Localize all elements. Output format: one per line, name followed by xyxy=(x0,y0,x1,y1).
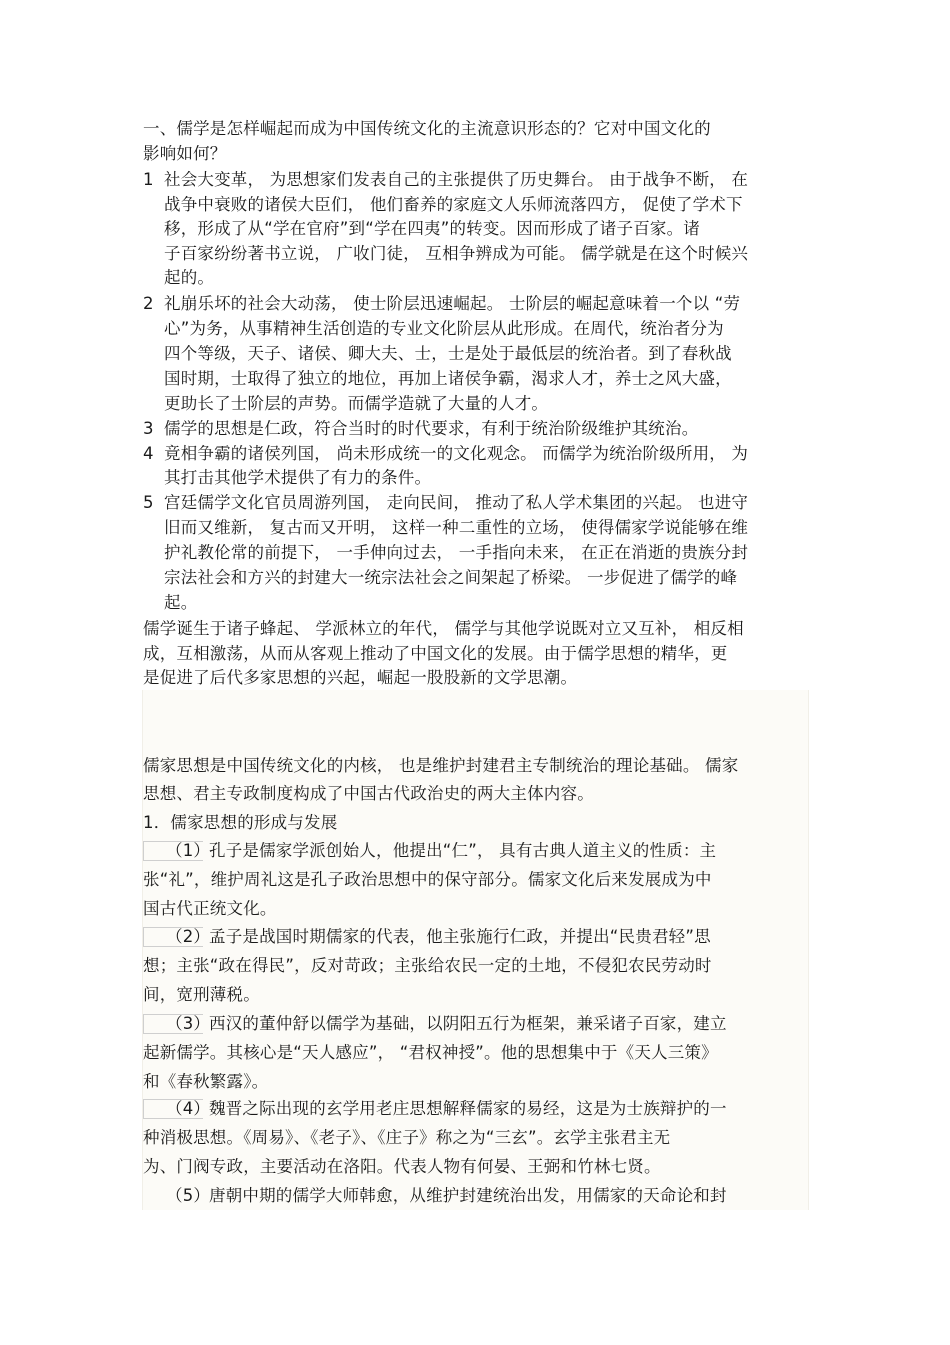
item-2-line: 更助长了士阶层的声势。而儒学造就了大量的人才。 xyxy=(164,394,549,413)
item-5-line: 旧而又维新， 复古而又开明， 这样一种二重性的立场， 使得儒家学说能够在维 xyxy=(164,518,749,537)
item-4-line: 其打击其他学术提供了有力的条件。 xyxy=(164,468,432,487)
item-number: 5 xyxy=(143,493,154,512)
item-1-line: 移，形成了从“学在官府”到“学在四夷”的转变。因而形成了诸子百家。诸 xyxy=(164,219,700,238)
para-label: （4） xyxy=(166,1099,211,1118)
summary-line: 成，互相激荡，从而从客观上推动了中国文化的发展。由于儒学思想的精华，更 xyxy=(143,644,728,663)
item-2-line: 礼崩乐坏的社会大动荡， 使士阶层迅速崛起。 士阶层的崛起意味着一个以 “劳 xyxy=(164,294,741,313)
para-label: （1） xyxy=(166,841,211,860)
para-2-line: 孟子是战国时期儒家的代表，他主张施行仁政，并提出“民贵君轻”思 xyxy=(209,927,711,946)
item-number: 4 xyxy=(143,444,154,463)
item-1-line: 社会大变革， 为思想家们发表自己的主张提供了历史舞台。 由于战争不断， 在 xyxy=(164,170,749,189)
item-5-line: 宗法社会和方兴的封建大一统宗法社会之间架起了桥梁。 一步促进了儒学的峰 xyxy=(164,568,738,587)
item-3-line: 儒学的思想是仁政，符合当时的时代要求，有利于统治阶级维护其统治。 xyxy=(164,419,699,438)
para-3-line: 西汉的董仲舒以儒学为基础，以阴阳五行为框架，兼采诸子百家，建立 xyxy=(209,1014,727,1033)
item-2-line: 心”为务，从事精神生活创造的专业文化阶层从此形成。在周代，统治者分为 xyxy=(164,319,724,338)
para-label: （5） xyxy=(166,1186,211,1205)
item-2-line: 四个等级，天子、诸侯、卿大夫、士，士是处于最低层的统治者。到了春秋战 xyxy=(164,344,732,363)
section-heading: 1．儒家思想的形成与发展 xyxy=(143,813,338,832)
para-1-line: 孔子是儒家学派创始人，他提出“仁”， 具有古典人道主义的性质：主 xyxy=(209,841,717,860)
item-5-line: 护礼教伦常的前提下， 一手伸向过去， 一手指向未来， 在正在消逝的贵族分封 xyxy=(164,543,749,562)
para-2-line: 想；主张“政在得民”，反对苛政；主张给农民一定的土地，不侵犯农民劳动时 xyxy=(143,956,712,975)
para-1-line: 张“礼”，维护周礼这是孔子政治思想中的保守部分。儒家文化后来发展成为中 xyxy=(143,870,712,889)
item-number: 2 xyxy=(143,294,154,313)
para-label: （3） xyxy=(166,1014,211,1033)
question-title-line-2: 影响如何？ xyxy=(143,144,227,163)
item-1-line: 起的。 xyxy=(164,268,215,287)
summary-line: 是促进了后代多家思想的兴起，崛起一股股新的文学思潮。 xyxy=(143,668,578,687)
para-1-line: 国古代正统文化。 xyxy=(143,899,277,918)
para-label: （2） xyxy=(166,927,211,946)
question-title-line-1: 一、儒学是怎样崛起而成为中国传统文化的主流意识形态的？它对中国文化的 xyxy=(143,119,711,138)
item-2-line: 国时期，士取得了独立的地位，再加上诸侯争霸，渴求人才，养士之风大盛， xyxy=(164,369,732,388)
item-4-line: 竟相争霸的诸侯列国， 尚未形成统一的文化观念。 而儒学为统治阶级所用， 为 xyxy=(164,444,749,463)
item-number: 3 xyxy=(143,419,154,438)
item-1-line: 子百家纷纷著书立说， 广收门徒， 互相争辨成为可能。 儒学就是在这个时候兴 xyxy=(164,244,749,263)
para-4-line: 种消极思想。《周易》、《老子》、《庄子》称之为“三玄”。玄学主张君主无 xyxy=(143,1128,671,1147)
para-4-line: 为、门阀专政，主要活动在洛阳。代表人物有何晏、王弼和竹林七贤。 xyxy=(143,1157,661,1176)
intro-line: 思想、君主专政制度构成了中国古代政治史的两大主体内容。 xyxy=(143,784,594,803)
item-5-line: 起。 xyxy=(164,593,198,612)
para-4-line: 魏晋之际出现的玄学用老庄思想解释儒家的易经，这是为士族辩护的一 xyxy=(209,1099,727,1118)
para-3-line: 起新儒学。其核心是“天人感应”， “君权神授”。他的思想集中于《天人三策》 xyxy=(143,1043,718,1062)
para-2-line: 间，宽刑薄税。 xyxy=(143,985,260,1004)
para-5-line: 唐朝中期的儒学大师韩愈，从维护封建统治出发，用儒家的天命论和封 xyxy=(209,1186,727,1205)
para-3-line: 和《春秋繁露》。 xyxy=(143,1072,269,1091)
summary-line: 儒学诞生于诸子蜂起、 学派林立的年代， 儒学与其他学说既对立又互补， 相反相 xyxy=(143,619,744,638)
item-number: 1 xyxy=(143,170,154,189)
item-1-line: 战争中衰败的诸侯大臣们， 他们畜养的家庭文人乐师流落四方， 促使了学术下 xyxy=(164,195,743,214)
item-5-line: 宫廷儒学文化官员周游列国， 走向民间， 推动了私人学术集团的兴起。 也进守 xyxy=(164,493,749,512)
intro-line: 儒家思想是中国传统文化的内核， 也是维护封建君主专制统治的理论基础。 儒家 xyxy=(143,756,739,775)
